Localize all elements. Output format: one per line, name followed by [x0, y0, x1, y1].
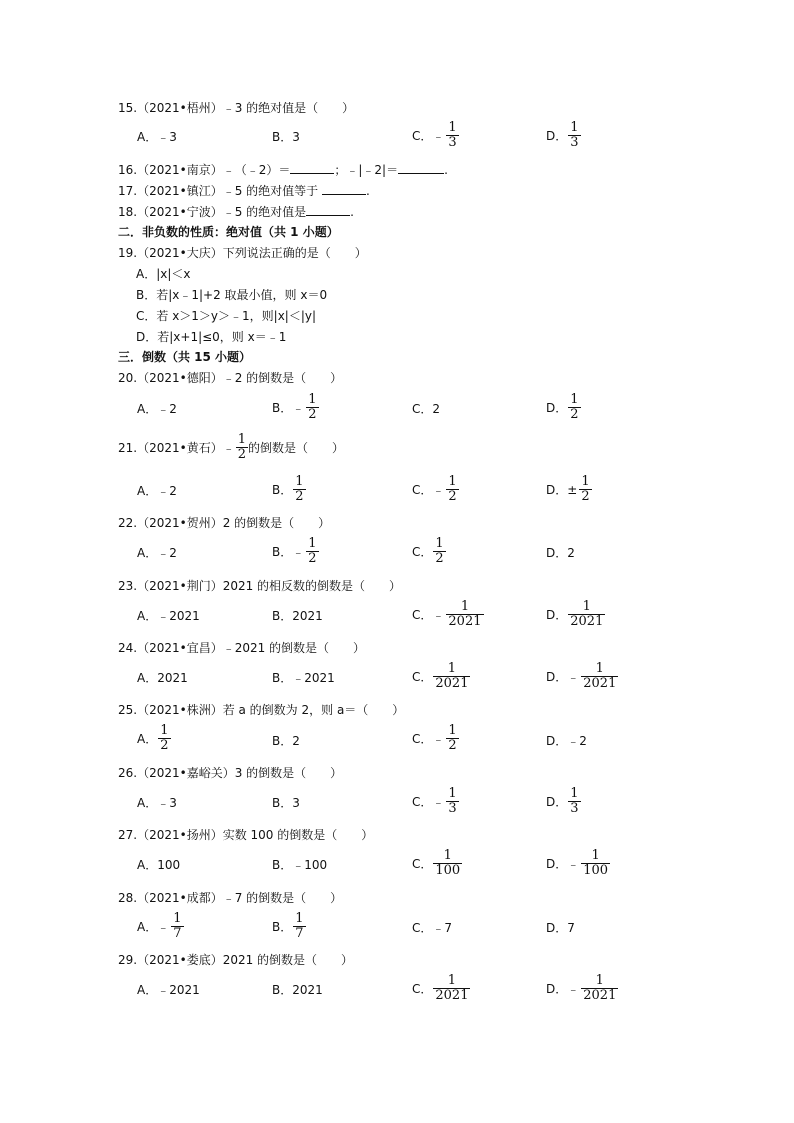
fraction-numerator: 1	[448, 723, 457, 738]
fraction	[433, 849, 462, 878]
q27-option-b: B．﹣100	[272, 858, 328, 872]
q28-option-c: C．﹣7	[412, 921, 453, 935]
option-label: D．	[546, 129, 568, 143]
minus-sign: ﹣	[432, 129, 445, 143]
option-label: C．	[412, 795, 433, 809]
question-21-stem	[118, 433, 344, 462]
fraction-denominator: 2	[308, 407, 317, 422]
fraction-numerator: 1	[237, 432, 246, 447]
option-label: A．	[137, 920, 158, 934]
minus-sign: ﹣	[567, 670, 580, 684]
fraction-numerator: 1	[595, 661, 604, 676]
option-label: D．	[546, 795, 568, 809]
q26-option-a: A．﹣3	[137, 796, 177, 810]
q16-text-1: 16.（2021•南京）﹣（﹣2）＝	[118, 163, 291, 177]
fraction-numerator: 1	[295, 474, 304, 489]
fraction-denominator: 2	[308, 551, 317, 566]
fraction	[581, 849, 610, 878]
question-25-stem: 25.（2021•株洲）若 a 的倒数为 2，则 a＝（ ）	[118, 703, 405, 717]
fraction-denominator: 2	[570, 407, 579, 422]
fraction	[433, 974, 470, 1003]
q21-option-b	[272, 475, 306, 504]
fraction-numerator: 1	[570, 392, 579, 407]
option-label: C．	[412, 608, 433, 622]
fraction-numerator: 1	[435, 536, 444, 551]
question-29-stem: 29.（2021•娄底）2021 的倒数是（ ）	[118, 953, 354, 967]
option-label: C．	[412, 732, 433, 746]
fraction-denominator: 7	[295, 926, 304, 941]
question-16	[118, 162, 448, 178]
minus-sign: ﹣	[292, 401, 305, 415]
q26-option-c	[412, 787, 459, 816]
fraction-denominator: 2	[435, 551, 444, 566]
minus-sign: ﹣	[567, 982, 580, 996]
fraction-denominator: 2	[448, 489, 457, 504]
minus-sign: ﹣	[432, 732, 445, 746]
option-label: C．	[412, 670, 433, 684]
fraction-numerator: 1	[173, 911, 182, 926]
fraction	[568, 393, 580, 422]
q18-text-2: .	[350, 205, 354, 219]
fraction	[236, 433, 248, 462]
fraction-numerator: 1	[308, 536, 317, 551]
q19-option-d: D．若|x+1|≤0，则 x＝﹣1	[136, 330, 287, 344]
question-19-stem: 19.（2021•大庆）下列说法正确的是（ ）	[118, 246, 367, 260]
option-label: B．	[272, 920, 293, 934]
minus-sign: ﹣	[432, 608, 445, 622]
fraction-denominator: 3	[570, 801, 579, 816]
q15-option-d	[546, 121, 581, 150]
fraction-denominator: 2	[237, 447, 246, 462]
q27-option-d	[546, 849, 610, 878]
option-label: D．	[546, 483, 568, 497]
fraction-numerator: 1	[591, 848, 600, 863]
q22-option-c	[412, 537, 446, 566]
q15-option-c	[412, 121, 459, 150]
fraction	[171, 912, 183, 941]
option-label: B．	[272, 545, 293, 559]
fraction-numerator: 1	[570, 120, 579, 135]
answer-blank[interactable]	[306, 205, 350, 216]
fraction-numerator: 1	[443, 848, 452, 863]
fraction	[446, 787, 458, 816]
fraction-denominator: 2021	[583, 988, 617, 1003]
q22-option-a: A．﹣2	[137, 546, 177, 560]
q22-option-b	[272, 537, 319, 566]
fraction-numerator: 1	[582, 599, 591, 614]
q23-option-d	[546, 600, 605, 629]
fraction-numerator: 1	[447, 973, 457, 988]
q24-option-d	[546, 662, 618, 691]
q17-text-2: .	[365, 184, 370, 198]
q29-option-c	[412, 974, 470, 1003]
q28-option-a	[137, 912, 184, 941]
fraction-numerator: 1	[460, 599, 470, 614]
fraction-numerator: 1	[448, 120, 457, 135]
q21-option-d	[546, 475, 592, 504]
fraction	[579, 475, 591, 504]
q20-option-b	[272, 393, 319, 422]
fraction-denominator: 100	[583, 863, 609, 878]
q25-option-d: D．﹣2	[546, 734, 587, 748]
option-label: D．	[546, 670, 568, 684]
fraction-numerator: 1	[448, 474, 457, 489]
answer-blank[interactable]	[290, 163, 334, 174]
q23-option-b: B．2021	[272, 609, 323, 623]
fraction-denominator: 2021	[448, 614, 482, 629]
fraction	[158, 724, 170, 753]
q27-option-a: A．100	[137, 858, 181, 872]
fraction-denominator: 2	[448, 738, 457, 753]
question-22-stem: 22.（2021•贺州）2 的倒数是（ ）	[118, 516, 331, 530]
fraction	[433, 537, 445, 566]
fraction	[446, 600, 483, 629]
question-20-stem: 20.（2021•德阳）﹣2 的倒数是（ ）	[118, 371, 343, 385]
fraction	[293, 912, 305, 941]
q23-option-c	[412, 600, 484, 629]
q16-text-3: .	[444, 163, 448, 177]
q19-option-c: C．若 x＞1＞y＞﹣1，则|x|＜|y|	[136, 309, 317, 323]
question-15-stem: 15.（2021•梧州）﹣3 的绝对值是（ ）	[118, 101, 355, 115]
q25-option-b: B．2	[272, 734, 300, 748]
fraction-denominator: 2	[581, 489, 590, 504]
question-27-stem: 27.（2021•扬州）实数 100 的倒数是（ ）	[118, 828, 374, 842]
option-label: C．	[412, 857, 433, 871]
section-heading-2: 二．非负数的性质：绝对值（共 1 小题）	[118, 225, 339, 239]
fraction	[446, 475, 458, 504]
q24-option-c	[412, 662, 470, 691]
q25-option-c	[412, 724, 459, 753]
fraction	[446, 724, 458, 753]
fraction	[581, 662, 618, 691]
fraction-numerator: 1	[595, 973, 604, 988]
option-label: C．	[412, 483, 433, 497]
q21-option-a: A．﹣2	[137, 484, 177, 498]
minus-sign: ﹣	[157, 920, 170, 934]
q21-stem-text: 21.（2021•黄石）﹣	[118, 440, 235, 455]
fraction-denominator: 3	[448, 135, 457, 150]
fraction	[306, 393, 318, 422]
fraction-denominator: 3	[570, 135, 579, 150]
fraction-denominator: 7	[173, 926, 182, 941]
fraction-numerator: 1	[570, 786, 579, 801]
q20-option-d	[546, 393, 581, 422]
fraction-denominator: 3	[448, 801, 457, 816]
q24-option-a: A．2021	[137, 671, 188, 685]
section-heading-3: 三．倒数（共 15 小题）	[118, 350, 252, 364]
fraction-numerator: 1	[308, 392, 317, 407]
fraction	[446, 121, 458, 150]
q19-option-a: A．|x|＜x	[136, 267, 191, 281]
option-label: D．	[546, 857, 568, 871]
fraction-numerator: 1	[447, 661, 457, 676]
q24-option-b: B．﹣2021	[272, 671, 335, 685]
question-28-stem: 28.（2021•成都）﹣7 的倒数是（ ）	[118, 891, 343, 905]
q29-option-b: B．2021	[272, 983, 323, 997]
q18-text-1: 18.（2021•宁波）﹣5 的绝对值是	[118, 205, 307, 219]
q25-option-a	[137, 724, 171, 753]
option-label: D．	[546, 608, 568, 622]
minus-sign: ﹣	[432, 795, 445, 809]
fraction	[568, 600, 605, 629]
fraction-denominator: 2	[295, 489, 304, 504]
option-label: D．	[546, 401, 568, 415]
fraction	[581, 974, 618, 1003]
question-24-stem: 24.（2021•宜昌）﹣2021 的倒数是（ ）	[118, 641, 366, 655]
q15-option-a: A．﹣3	[137, 130, 177, 144]
fraction-numerator: 1	[295, 911, 304, 926]
option-label: D．	[546, 982, 568, 996]
fraction-denominator: 100	[435, 863, 461, 878]
fraction	[433, 662, 470, 691]
question-18	[118, 204, 354, 220]
question-23-stem: 23.（2021•荆门）2021 的相反数的倒数是（ ）	[118, 579, 402, 593]
fraction-numerator: 1	[448, 786, 457, 801]
fraction-denominator: 2021	[570, 614, 604, 629]
q20-option-a: A．﹣2	[137, 402, 177, 416]
q16-text-2: ；﹣|﹣2|＝	[334, 163, 399, 177]
fraction-denominator: 2021	[583, 676, 617, 691]
q28-option-b	[272, 912, 306, 941]
fraction	[293, 475, 305, 504]
q27-option-c	[412, 849, 462, 878]
q29-option-a: A．﹣2021	[137, 983, 200, 997]
option-label: C．	[412, 545, 433, 559]
fraction	[568, 787, 580, 816]
question-26-stem: 26.（2021•嘉峪关）3 的倒数是（ ）	[118, 766, 343, 780]
fraction-denominator: 2021	[435, 676, 469, 691]
fraction	[568, 121, 580, 150]
fraction-numerator: 1	[160, 723, 169, 738]
answer-blank[interactable]	[322, 184, 366, 195]
q17-text-1: 17.（2021•镇江）﹣5 的绝对值等于	[118, 184, 322, 198]
minus-sign: ﹣	[567, 857, 580, 871]
q29-option-d	[546, 974, 618, 1003]
q19-option-b: B．若|x﹣1|+2 取最小值，则 x＝0	[136, 288, 328, 302]
answer-blank[interactable]	[398, 163, 444, 174]
minus-sign: ﹣	[432, 483, 445, 497]
question-17	[118, 183, 370, 199]
minus-sign: ﹣	[292, 545, 305, 559]
q26-option-d	[546, 787, 581, 816]
q20-option-c: C．2	[412, 402, 441, 416]
q21-option-c	[412, 475, 459, 504]
option-label: B．	[272, 401, 293, 415]
fraction-denominator: 2021	[435, 988, 469, 1003]
option-label: C．	[412, 982, 433, 996]
q28-option-d: D．7	[546, 921, 575, 935]
fraction	[306, 537, 318, 566]
q15-option-b: B．3	[272, 130, 300, 144]
q21-stem-text: 的倒数是（ ）	[247, 440, 344, 455]
option-label: C．	[412, 129, 433, 143]
fraction-numerator: 1	[581, 474, 590, 489]
q22-option-d: D．2	[546, 546, 575, 560]
fraction-denominator: 2	[160, 738, 169, 753]
option-label: A．	[137, 732, 158, 746]
option-label: B．	[272, 483, 293, 497]
q23-option-a: A．﹣2021	[137, 609, 200, 623]
q26-option-b: B．3	[272, 796, 300, 810]
plus-minus-sign: ±	[567, 482, 578, 497]
